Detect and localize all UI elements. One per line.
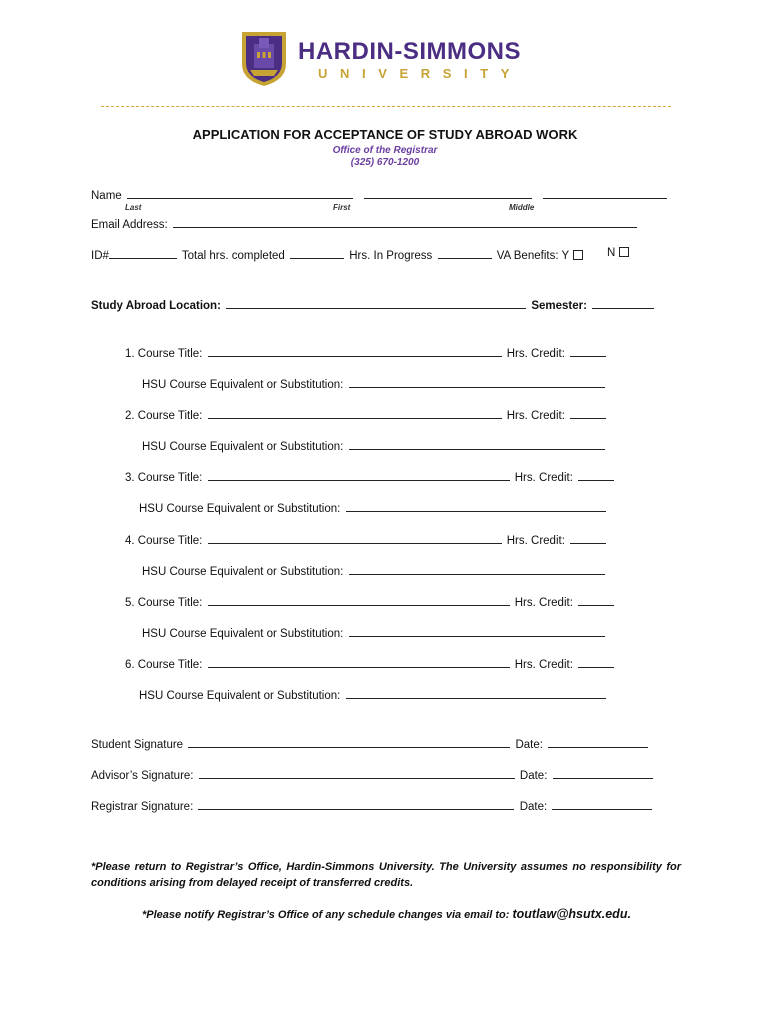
hrs-credit-label: Hrs. Credit:	[506, 348, 565, 360]
course-equivalent-label: HSU Course Equivalent or Substitution:	[142, 441, 344, 453]
va-no-label: N	[607, 247, 616, 259]
university-shield-icon	[240, 28, 288, 88]
date-label: Date:	[519, 770, 548, 782]
course-title-field[interactable]	[208, 469, 510, 481]
location-row	[91, 297, 656, 312]
hrs-credit-label: Hrs. Credit:	[506, 535, 565, 547]
course-equivalent-field[interactable]	[349, 376, 605, 388]
course-equivalent-label: HSU Course Equivalent or Substitution:	[142, 566, 344, 578]
middle-name-field[interactable]	[543, 187, 667, 199]
hrs-credit-label: Hrs. Credit:	[514, 597, 573, 609]
va-no-checkbox[interactable]	[619, 247, 629, 257]
semester-field[interactable]	[592, 297, 654, 309]
hrs-progress-label: Hrs. In Progress	[349, 250, 433, 262]
course-equivalent-field[interactable]	[349, 438, 605, 450]
course-title-label: 3. Course Title:	[125, 472, 203, 484]
course-equivalent-label: HSU Course Equivalent or Substitution:	[142, 628, 344, 640]
va-yes-checkbox[interactable]	[573, 250, 583, 260]
course-equivalent-label: HSU Course Equivalent or Substitution:	[142, 379, 344, 391]
office-name: Office of the Registrar	[332, 145, 438, 156]
course-equivalent-row	[142, 438, 607, 453]
hrs-credit-field[interactable]	[578, 594, 614, 606]
course-equivalent-field[interactable]	[349, 563, 605, 575]
total-hrs-field[interactable]	[290, 247, 344, 259]
id-field[interactable]	[109, 247, 177, 259]
hrs-credit-field[interactable]	[578, 469, 614, 481]
course-title-label: 1. Course Title:	[125, 348, 203, 360]
course-equivalent-row	[139, 500, 608, 515]
notify-email-link[interactable]: toutlaw@hsutx.edu.	[512, 907, 631, 921]
course-title-row	[125, 594, 616, 609]
course-title-label: 5. Course Title:	[125, 597, 203, 609]
semester-label: Semester:	[531, 300, 587, 312]
registrar-signature-field[interactable]	[198, 798, 514, 810]
student-signature-label: Student Signature	[91, 739, 184, 751]
advisor-signature-field[interactable]	[199, 767, 515, 779]
university-name: HARDIN-SIMMONS	[298, 38, 521, 65]
va-benefits-label: VA Benefits: Y	[496, 250, 570, 262]
office-phone: (325) 670-1200	[350, 157, 420, 168]
first-name-field[interactable]	[364, 187, 532, 199]
form-title: APPLICATION FOR ACCEPTANCE OF STUDY ABROAD WORK	[192, 127, 578, 142]
registrar-signature-row	[91, 798, 654, 813]
name-row	[91, 187, 669, 202]
last-name-field[interactable]	[127, 187, 353, 199]
course-title-row	[125, 532, 608, 547]
course-title-label: 6. Course Title:	[125, 659, 203, 671]
course-equivalent-label: HSU Course Equivalent or Substitution:	[139, 690, 341, 702]
course-title-row	[125, 656, 616, 671]
return-note: *Please return to Registrar’s Office, Hardin-Simmons University. The University assumes no responsibility for conditions arising from delayed receipt of transferred credits.	[91, 861, 681, 889]
email-label: Email Address:	[91, 219, 168, 231]
hrs-credit-label: Hrs. Credit:	[514, 659, 573, 671]
hrs-credit-field[interactable]	[570, 407, 606, 419]
course-equivalent-field[interactable]	[346, 687, 606, 699]
advisor-signature-row	[91, 767, 655, 782]
hrs-credit-field[interactable]	[570, 532, 606, 544]
va-no-option	[607, 247, 629, 259]
course-title-label: 4. Course Title:	[125, 535, 203, 547]
course-equivalent-row	[142, 376, 607, 391]
hrs-credit-field[interactable]	[570, 345, 606, 357]
location-field[interactable]	[226, 297, 526, 309]
course-title-field[interactable]	[208, 594, 510, 606]
course-title-field[interactable]	[208, 532, 502, 544]
registrar-date-field[interactable]	[552, 798, 652, 810]
course-equivalent-label: HSU Course Equivalent or Substitution:	[139, 503, 341, 515]
advisor-signature-label: Advisor’s Signature:	[91, 770, 194, 782]
hrs-credit-label: Hrs. Credit:	[506, 410, 565, 422]
first-caption: First	[333, 203, 351, 212]
course-title-label: 2. Course Title:	[125, 410, 203, 422]
total-hrs-label: Total hrs. completed	[181, 250, 285, 262]
registrar-signature-label: Registrar Signature:	[91, 801, 194, 813]
advisor-date-field[interactable]	[553, 767, 653, 779]
id-label: ID#	[91, 250, 109, 262]
middle-caption: Middle	[509, 203, 535, 212]
name-label: Name	[91, 190, 122, 202]
header-divider	[101, 106, 671, 107]
course-title-field[interactable]	[208, 656, 510, 668]
hrs-credit-label: Hrs. Credit:	[514, 472, 573, 484]
course-title-row	[125, 407, 608, 422]
student-date-field[interactable]	[548, 736, 648, 748]
date-label: Date:	[515, 739, 543, 751]
university-subtitle: UNIVERSITY	[318, 66, 523, 81]
notify-note	[142, 907, 631, 921]
student-signature-row	[91, 736, 650, 751]
course-title-row	[125, 345, 608, 360]
date-label: Date:	[519, 801, 548, 813]
email-row	[91, 216, 639, 231]
student-signature-field[interactable]	[188, 736, 510, 748]
course-equivalent-field[interactable]	[349, 625, 605, 637]
course-title-field[interactable]	[208, 407, 502, 419]
notify-text: *Please notify Registrar’s Office of any schedule changes via email to:	[142, 909, 510, 921]
hrs-credit-field[interactable]	[578, 656, 614, 668]
course-title-row	[125, 469, 616, 484]
course-equivalent-field[interactable]	[346, 500, 606, 512]
course-equivalent-row	[139, 687, 608, 702]
location-label: Study Abroad Location:	[91, 300, 221, 312]
id-row	[91, 247, 583, 262]
course-equivalent-row	[142, 625, 607, 640]
course-title-field[interactable]	[208, 345, 502, 357]
last-caption: Last	[125, 203, 142, 212]
course-equivalent-row	[142, 563, 607, 578]
email-field[interactable]	[173, 216, 637, 228]
hrs-progress-field[interactable]	[438, 247, 492, 259]
